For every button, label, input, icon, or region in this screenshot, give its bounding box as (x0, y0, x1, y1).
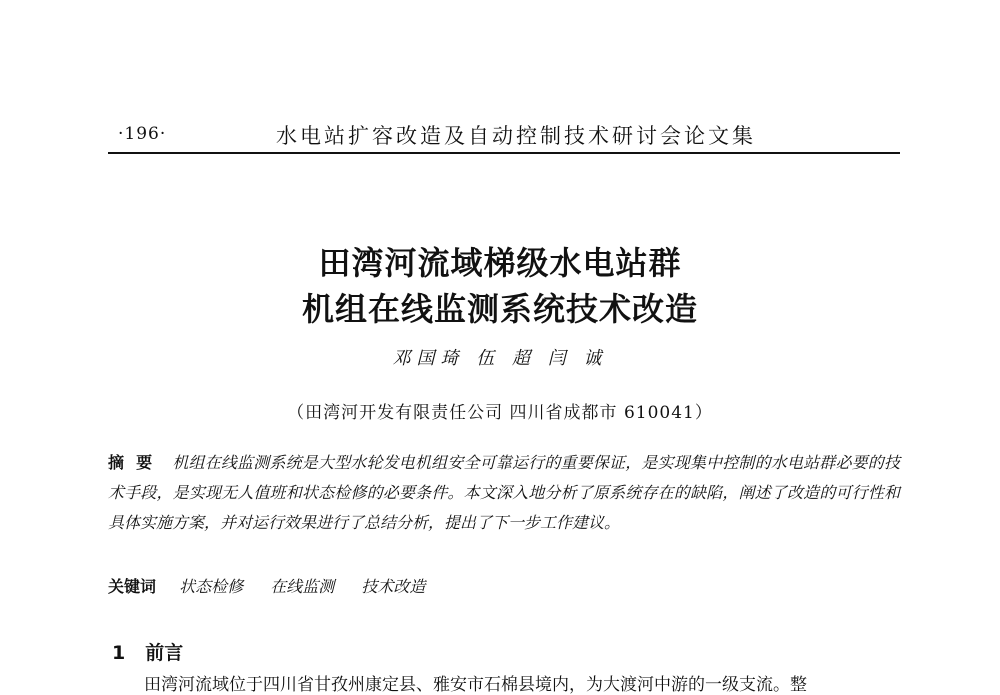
running-header (108, 118, 900, 152)
section-heading (112, 638, 183, 665)
header-rule (108, 152, 900, 154)
keyword-item: 在线监测 (270, 577, 335, 596)
abstract (108, 448, 900, 538)
journal-title: 水电站扩容改造及自动控制技术研讨会论文集 (276, 124, 756, 148)
author-list: 邓国琦 伍 超 闫 诚 (392, 348, 608, 369)
paper-title-line-2: 机组在线监测系统技术改造 (301, 290, 698, 328)
keyword-item: 状态检修 (179, 577, 244, 596)
affiliation: （田湾河开发有限责任公司 四川省成都市 610041） (287, 403, 713, 423)
keyword-item: 技术改造 (361, 577, 426, 596)
abstract-text: 机组在线监测系统是大型水轮发电机组安全可靠运行的重要保证，是实现集中控制的水电站群必要的技术手段，是实现无人值班和状态检修的必要条件。本文深入地分析了原系统存在的缺陷，阐述了改造的可行性和具体实施方案，并对运行效果进行了总结分析，提出了下一步工作建议。 (108, 453, 900, 532)
abstract-label: 摘要 (108, 453, 165, 472)
body-paragraph: 田湾河流域位于四川省甘孜州康定县、雅安市石棉县境内，为大渡河中游的一级支流。整 (144, 675, 807, 695)
keywords-label: 关键词 (108, 577, 157, 596)
paper-title-line-1: 田湾河流域梯级水电站群 (318, 244, 682, 282)
section-title: 前言 (145, 642, 184, 664)
page-number: ·196· (118, 124, 167, 144)
section-number: 1 (112, 642, 126, 664)
keywords (108, 574, 447, 597)
